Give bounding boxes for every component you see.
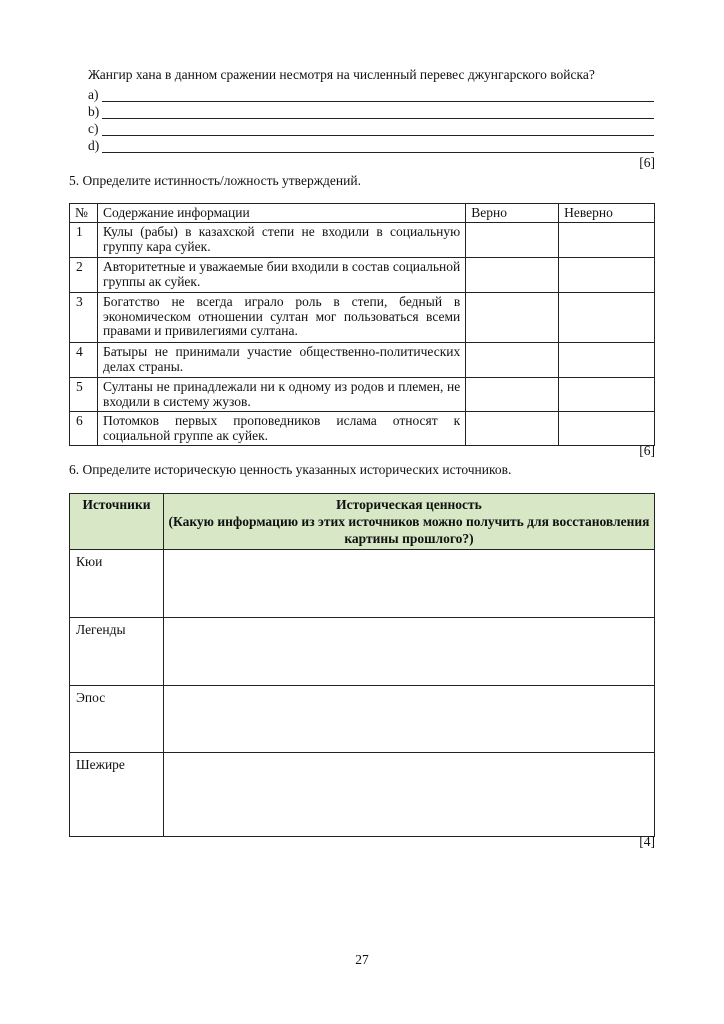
answer-cell[interactable] (163, 550, 654, 618)
col-header-historical-value (163, 494, 654, 550)
answer-line-a[interactable] (88, 87, 654, 103)
false-cell[interactable] (559, 258, 655, 293)
row-number: 3 (70, 293, 98, 343)
true-cell[interactable] (466, 412, 559, 446)
col-header-sources: Источники (70, 494, 164, 550)
answer-rule (102, 118, 654, 119)
score-q5: [6] (639, 443, 655, 458)
false-cell[interactable] (559, 378, 655, 412)
statement-text: Султаны не принадлежали ни к одному из родов и племен, не входили в систему жузов. (97, 378, 465, 412)
false-cell[interactable] (559, 293, 655, 343)
table-row (70, 223, 655, 258)
score-q4: [6] (639, 155, 655, 170)
answer-label-c: c) (88, 121, 99, 136)
question-4-text: Жангир хана в данном сражении несмотря на численный перевес джунгарского войска? (88, 67, 595, 82)
answer-cell[interactable] (163, 753, 654, 837)
statement-text: Кулы (рабы) в казахской степи не входили в социальную группу кара суйек. (97, 223, 465, 258)
false-cell[interactable] (559, 223, 655, 258)
answer-cell[interactable] (163, 618, 654, 686)
statement-text: Батыры не принимали участие общественно-политических делах страны. (97, 343, 465, 378)
source-name: Легенды (70, 618, 164, 686)
answer-rule (102, 101, 654, 102)
source-name: Кюи (70, 550, 164, 618)
answer-line-b[interactable] (88, 104, 654, 120)
true-cell[interactable] (466, 258, 559, 293)
table-row (70, 343, 655, 378)
true-cell[interactable] (466, 223, 559, 258)
row-number: 1 (70, 223, 98, 258)
table-row (70, 378, 655, 412)
false-cell[interactable] (559, 412, 655, 446)
source-name: Эпос (70, 686, 164, 753)
answer-label-d: d) (88, 138, 100, 153)
false-cell[interactable] (559, 343, 655, 378)
table-row (70, 412, 655, 446)
col-header-false: Неверно (559, 204, 655, 223)
header-value-subtitle: (Какую информацию из этих источников можно получить для восстановления картины прошлого?) (168, 514, 650, 546)
answer-rule (102, 152, 654, 153)
table-row (70, 686, 655, 753)
row-number: 2 (70, 258, 98, 293)
statement-text: Потомков первых проповедников ислама относят к социальной группе ак суйек. (97, 412, 465, 446)
true-cell[interactable] (466, 378, 559, 412)
page-number: 27 (355, 952, 369, 967)
row-number: 5 (70, 378, 98, 412)
table-row (70, 618, 655, 686)
answer-line-c[interactable] (88, 121, 654, 137)
table-row (70, 293, 655, 343)
table-row (70, 753, 655, 837)
historical-sources-table (69, 493, 655, 837)
table-header-row (70, 494, 655, 550)
col-header-content: Содержание информации (97, 204, 465, 223)
row-number: 6 (70, 412, 98, 446)
answer-label-b: b) (88, 104, 100, 119)
answer-cell[interactable] (163, 686, 654, 753)
answer-rule (102, 135, 654, 136)
answer-label-a: a) (88, 87, 99, 102)
table-row (70, 550, 655, 618)
source-name: Шежире (70, 753, 164, 837)
col-header-true: Верно (466, 204, 559, 223)
true-cell[interactable] (466, 293, 559, 343)
question-6-title: 6. Определите историческую ценность указанных исторических источников. (69, 462, 512, 477)
answer-line-d[interactable] (88, 138, 654, 154)
col-header-number: № (70, 204, 98, 223)
statement-text: Авторитетные и уважаемые бии входили в состав социальной группы ак суйек. (97, 258, 465, 293)
score-q6: [4] (639, 834, 655, 849)
true-false-table (69, 203, 655, 446)
statement-text: Богатство не всегда играло роль в степи, бедный в экономическом отношении султан мог пользоваться всеми правами и привилегиями султана. (97, 293, 465, 343)
question-5-title: 5. Определите истинность/ложность утверждений. (69, 173, 361, 188)
table-header-row (70, 204, 655, 223)
table-row (70, 258, 655, 293)
true-cell[interactable] (466, 343, 559, 378)
row-number: 4 (70, 343, 98, 378)
header-value-title: Историческая ценность (336, 497, 482, 512)
